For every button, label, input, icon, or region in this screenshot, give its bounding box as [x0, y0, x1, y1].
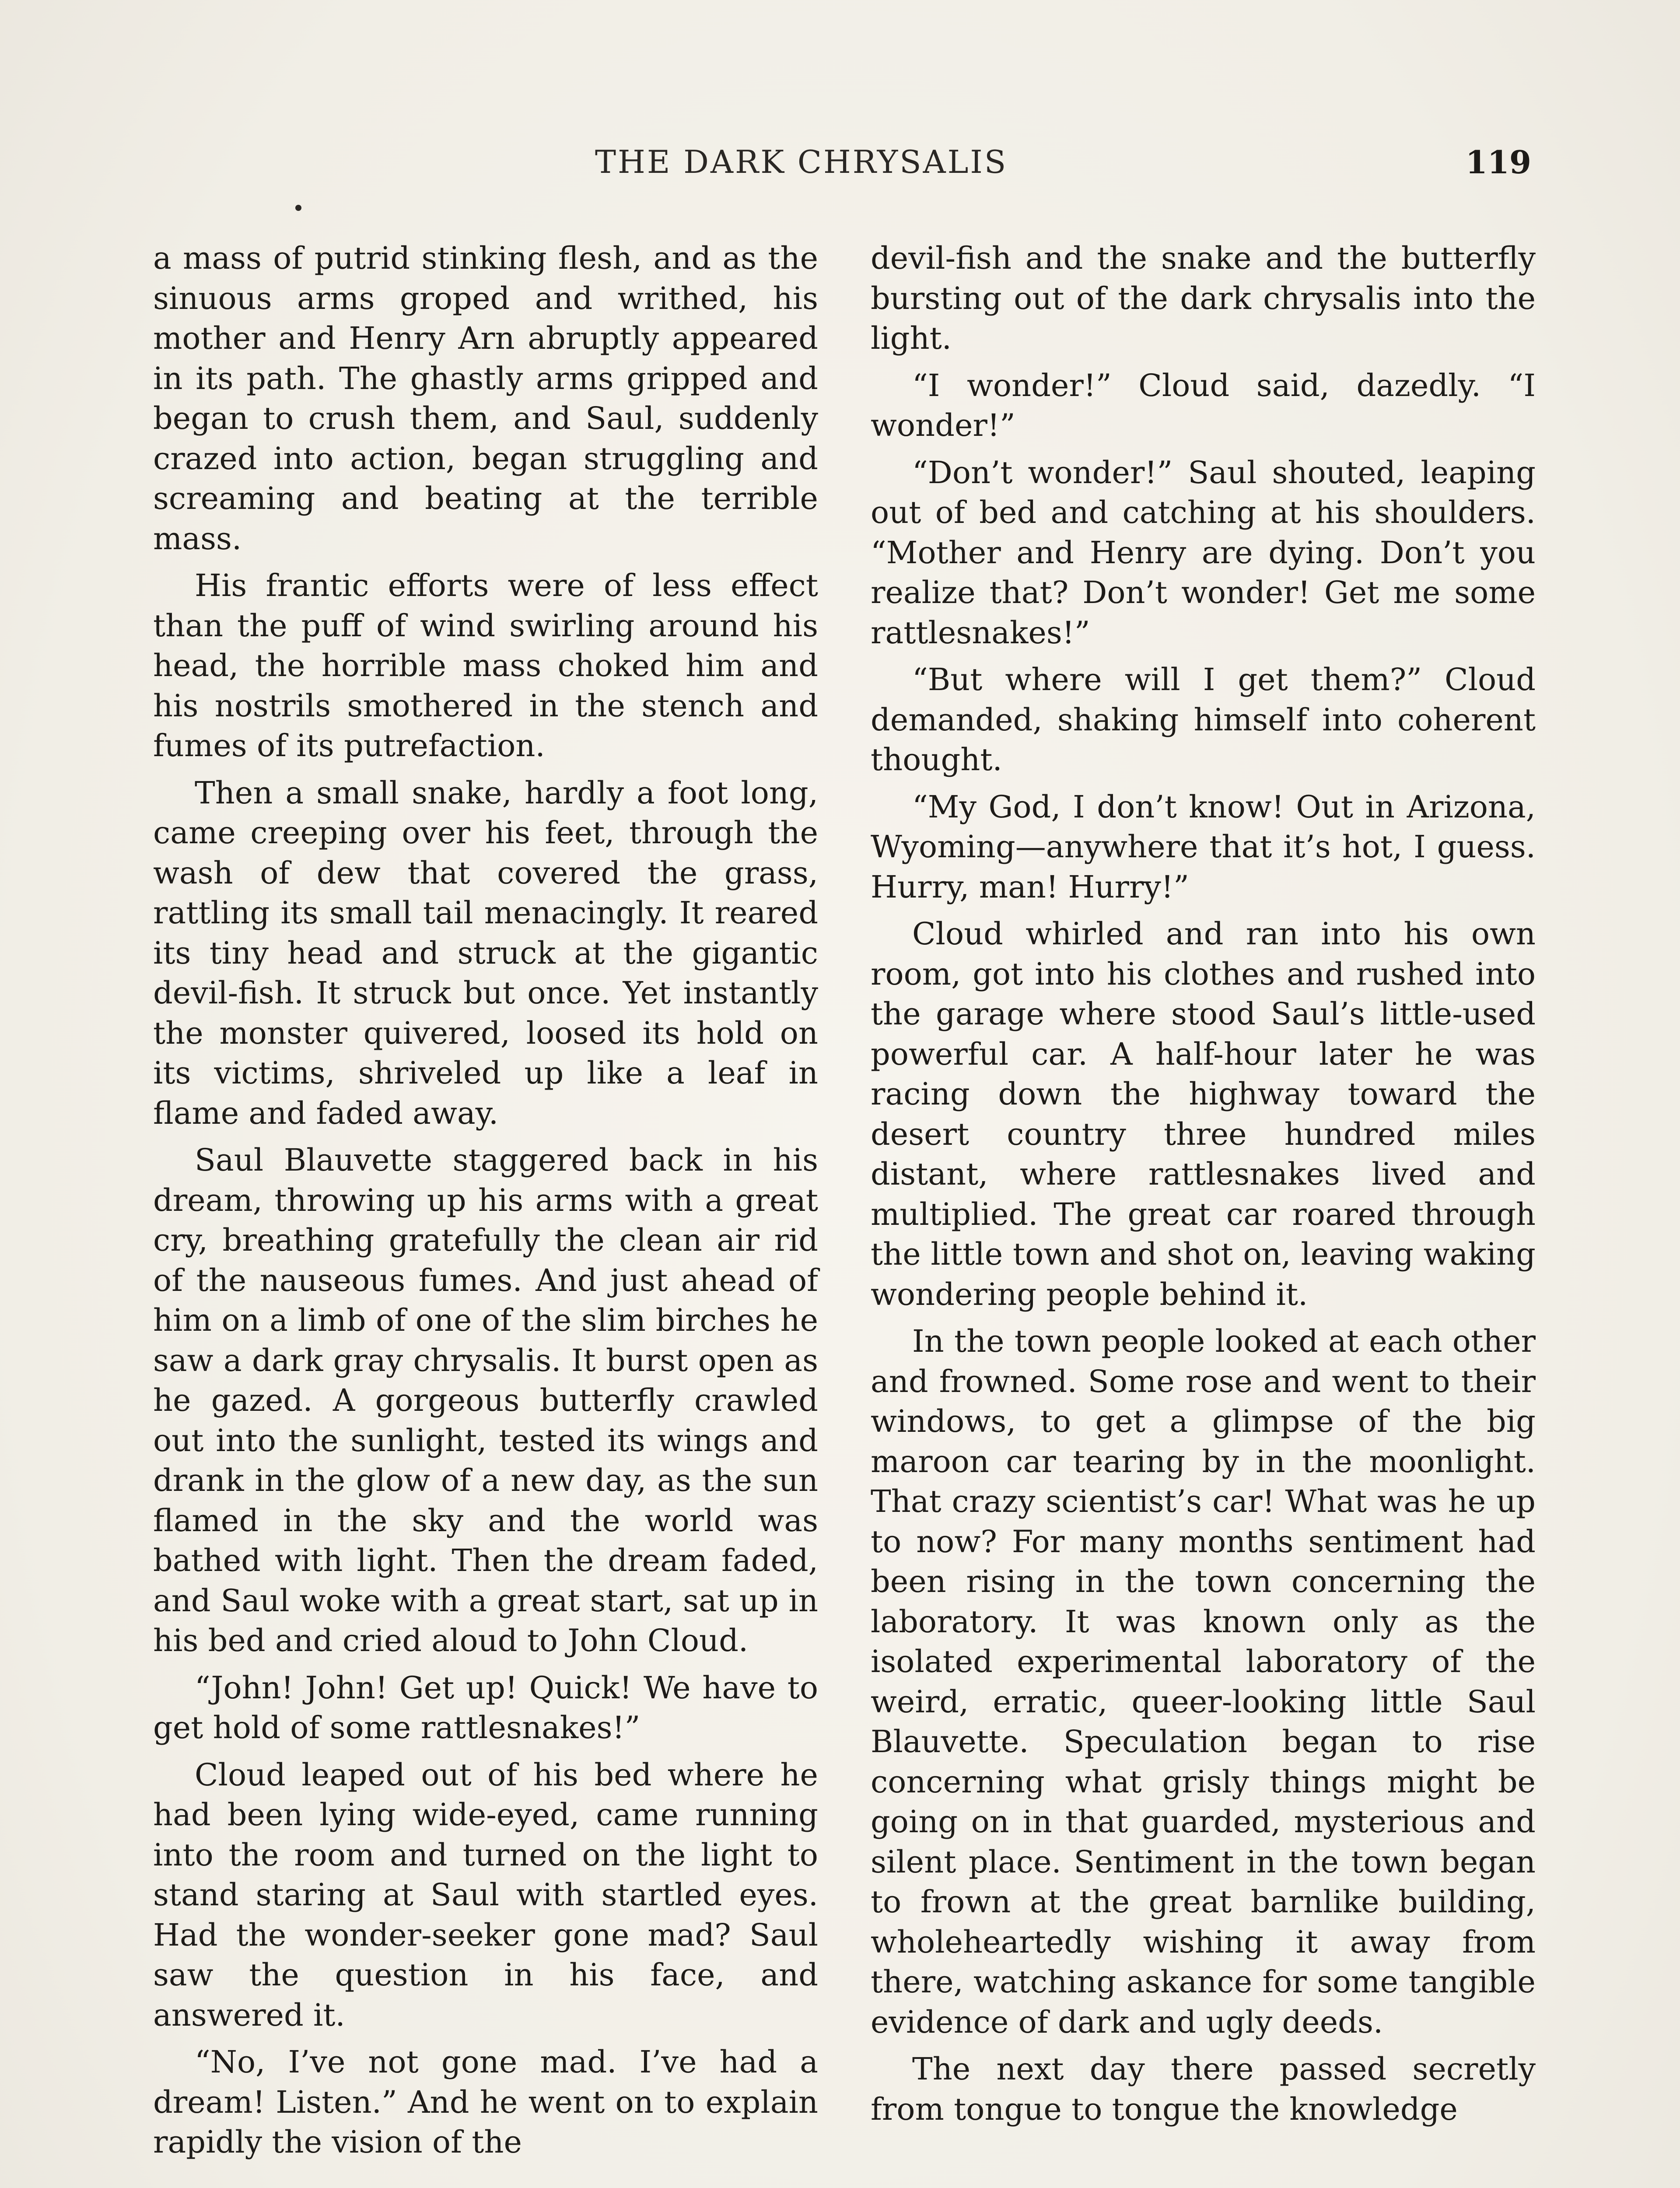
right-column — [871, 238, 1536, 2136]
left-column — [153, 238, 818, 2170]
paragraph: a mass of putrid stinking flesh, and as the sinuous arms groped and writhed, his mother and Henry Arn abruptly appeared in its path. The ghastly arms gripped and began to crush them, and Saul, suddenly crazed into action, began struggling and screaming and beating at the terrible mass. — [153, 240, 818, 557]
running-title: THE DARK CHRYSALIS — [595, 144, 1008, 180]
page-header — [153, 144, 1531, 196]
paragraph: Then a small snake, hardly a foot long, came creeping over his feet, through the wash of dew that covered the grass, rattling its small tail menacingly. It reared its tiny head and struck at the gigantic devil-fish. It struck but once. Yet instantly the monster quivered, loosed its hold on its victims, shriveled up like a leaf in flame and faded away. — [153, 775, 818, 1131]
paragraph: devil-fish and the snake and the butterfly bursting out of the dark chrysalis into the light. — [871, 240, 1536, 356]
paragraph: Saul Blauvette staggered back in his dream, throwing up his arms with a great cry, breathing gratefully the clean air rid of the nauseous fumes. And just ahead of him on a limb of one of the slim birches he saw a dark gray chrysalis. It burst open as he gazed. A gorgeous butterfly crawled out into the sunlight, tested its wings and drank in the glow of a new day, as the sun flamed in the sky and the world was bathed with light. Then the dream faded, and Saul woke with a great start, sat up in his bed and cried aloud to John Cloud. — [153, 1142, 818, 1659]
paragraph: In the town people looked at each other and frowned. Some rose and went to their windows, to get a glimpse of the big maroon car tearing by in the moonlight. That crazy scientist’s car! What was he up to now? For many months sentiment had been rising in the town concerning the laboratory. It was known only as the isolated experimental laboratory of the weird, erratic, queer-looking little Saul Blauvette. Speculation began to rise concerning what grisly things might be going on in that guarded, mysterious and silent place. Sentiment in the town began to frown at the great barnlike building, wholeheartedly wishing it away from there, watching askance for some tangible evidence of dark and ugly deeds. — [871, 1323, 1536, 2040]
ink-speck — [295, 205, 301, 211]
paragraph: His frantic efforts were of less effect than the puff of wind swirling around his head, the horrible mass choked him and his nostrils smothered in the stench and fumes of its putrefaction. — [153, 568, 818, 764]
page-number: 119 — [1465, 144, 1531, 181]
paragraph: Cloud whirled and ran into his own room, got into his clothes and rushed into the garage where stood Saul’s little-used powerful car. A half-hour later he was racing down the highway toward the desert country three hundred miles distant, where rattlesnakes lived and multiplied. The great car roared through the little town and shot on, leaving waking wondering people behind it. — [871, 916, 1536, 1312]
paragraph: Cloud leaped out of his bed where he had been lying wide-eyed, came running into the room and turned on the light to stand staring at Saul with startled eyes. Had the wonder-seeker gone mad? Saul saw the question in his face, and answered it. — [153, 1757, 818, 2033]
paragraph: “But where will I get them?” Cloud demanded, shaking himself into coherent thought. — [871, 662, 1536, 778]
paragraph: “I wonder!” Cloud said, dazedly. “I wonder!” — [871, 367, 1536, 443]
paragraph: “My God, I don’t know! Out in Arizona, Wyoming—anywhere that it’s hot, I guess. Hurry, man! Hurry!” — [871, 789, 1536, 905]
paragraph: “Don’t wonder!” Saul shouted, leaping out of bed and catching at his shoulders. “Mother and Henry are dying. Don’t you realize that? Don’t wonder! Get me some rattlesnakes!” — [871, 454, 1536, 651]
paragraph: “John! John! Get up! Quick! We have to get hold of some rattlesnakes!” — [153, 1669, 818, 1746]
paragraph: The next day there passed secretly from tongue to tongue the knowledge — [871, 2051, 1536, 2127]
paragraph: “No, I’ve not gone mad. I’ve had a dream! Listen.” And he went on to explain rapidly the vision of the — [153, 2044, 818, 2160]
